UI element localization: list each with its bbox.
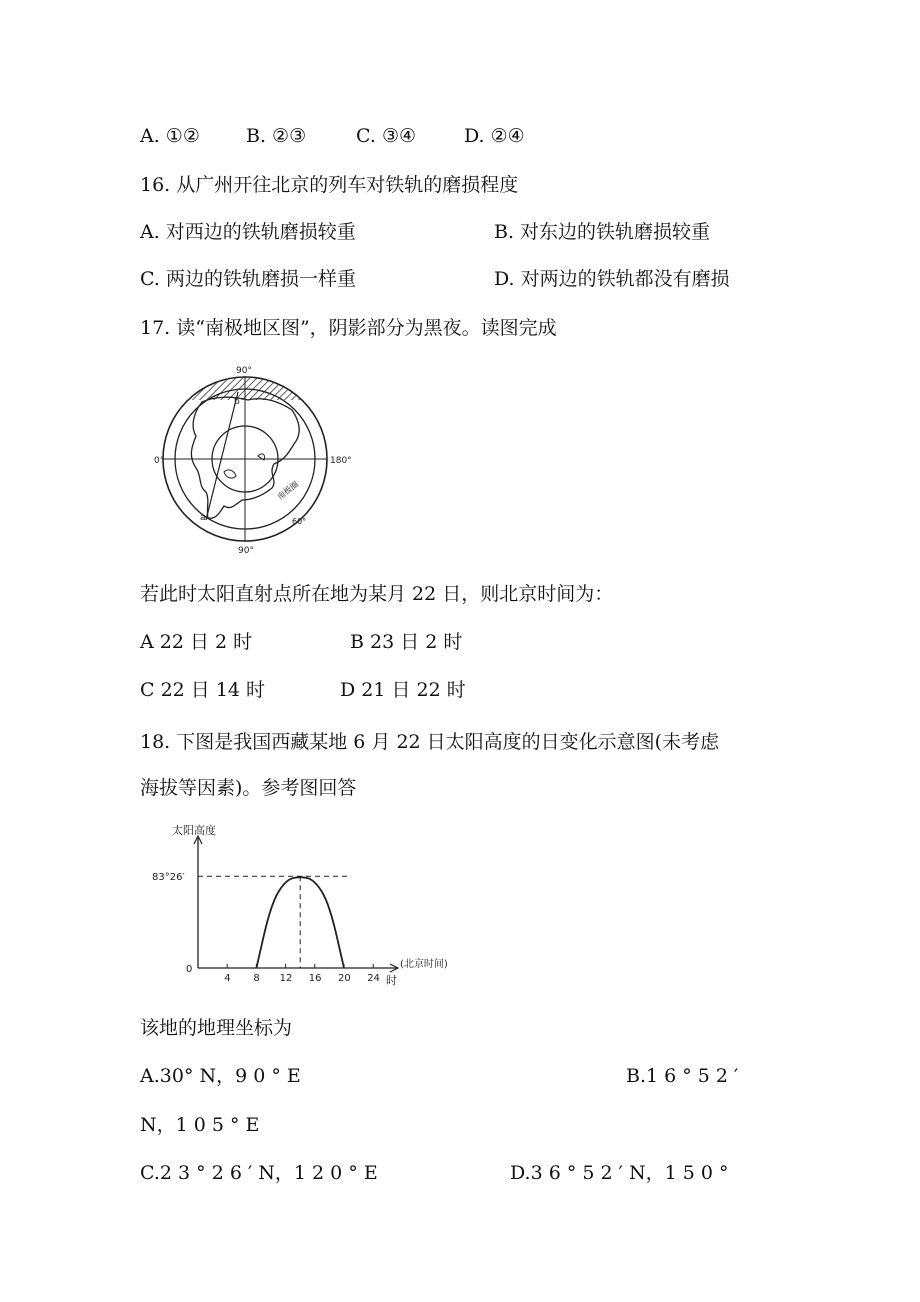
q17-question: 若此时太阳直射点所在地为某月 22 日，则北京时间为：	[140, 583, 614, 605]
q18-question: 该地的地理坐标为	[140, 1017, 293, 1039]
q16-option-b: B. 对东边的铁轨磨损较重	[494, 221, 711, 243]
q16-option-c: C. 两边的铁轨磨损一样重	[140, 268, 356, 290]
q15-option-a: A. ①②	[140, 125, 200, 147]
x-tick-label-24: 24	[367, 973, 380, 984]
label-antarctic-circle: 南极圈	[275, 479, 301, 502]
q17-option-c: C 22 日 14 时	[140, 679, 266, 701]
x-axis-unit-label: (北京时间)	[400, 959, 448, 970]
x-tick-label-4: 4	[224, 973, 231, 984]
q17-option-b: B 23 日 2 时	[350, 631, 463, 653]
line-ab	[206, 392, 238, 520]
q18-option-b-line1: B.1 6 ° 5 2 ′	[626, 1065, 739, 1087]
q18-option-d: D.3 6 ° 5 2 ′ N，1 5 0 °	[510, 1162, 729, 1184]
sun-altitude-chart	[150, 820, 480, 990]
island-shape	[224, 470, 236, 478]
q18-stem-line2: 海拔等因素)。参考图回答	[140, 777, 357, 799]
x-tick-label-20: 20	[338, 973, 351, 984]
label-a: a	[200, 513, 206, 523]
x-tick-label-8: 8	[253, 973, 260, 984]
q16-option-a: A. 对西边的铁轨磨损较重	[140, 221, 356, 243]
q16-option-d: D. 对两边的铁轨都没有磨损	[494, 268, 730, 290]
q17-option-d: D 21 日 22 时	[340, 679, 466, 701]
label-bottom-90: 90°	[238, 546, 254, 556]
q18-stem-line1: 18. 下图是我国西藏某地 6 月 22 日太阳高度的日变化示意图(未考虑	[140, 731, 720, 753]
q15-option-b: B. ②③	[246, 125, 307, 147]
q15-option-d: D. ②④	[464, 125, 525, 147]
x-tick-label-12: 12	[279, 973, 293, 984]
q16-stem: 16. 从广州开往北京的列车对铁轨的磨损程度	[140, 174, 519, 196]
label-b: b	[234, 397, 240, 407]
origin-label: 0	[186, 964, 193, 975]
label-180: 180°	[330, 456, 352, 466]
peak-value-label: 83°26′	[152, 872, 185, 884]
q18-option-a: A.30° N，9 0 ° E	[140, 1065, 301, 1087]
q15-option-c: C. ③④	[356, 125, 417, 147]
label-60: 60°	[292, 517, 307, 526]
q18-option-c: C.2 3 ° 2 6 ′ N，1 2 0 ° E	[140, 1162, 378, 1184]
q18-option-b-line2: N，1 0 5 ° E	[140, 1114, 260, 1136]
y-axis-title: 太阳高度	[172, 824, 216, 837]
label-top-90: 90°	[236, 366, 252, 376]
x-axis-hour-label: 时	[386, 974, 397, 987]
x-axis-tick-labels	[224, 973, 380, 984]
q17-option-a: A 22 日 2 时	[140, 631, 253, 653]
q17-stem: 17. 读“南极地区图”，阴影部分为黑夜。读图完成	[140, 317, 557, 339]
label-0: 0°	[154, 456, 165, 466]
x-tick-label-16: 16	[308, 973, 322, 984]
antarctic-map	[140, 360, 380, 560]
